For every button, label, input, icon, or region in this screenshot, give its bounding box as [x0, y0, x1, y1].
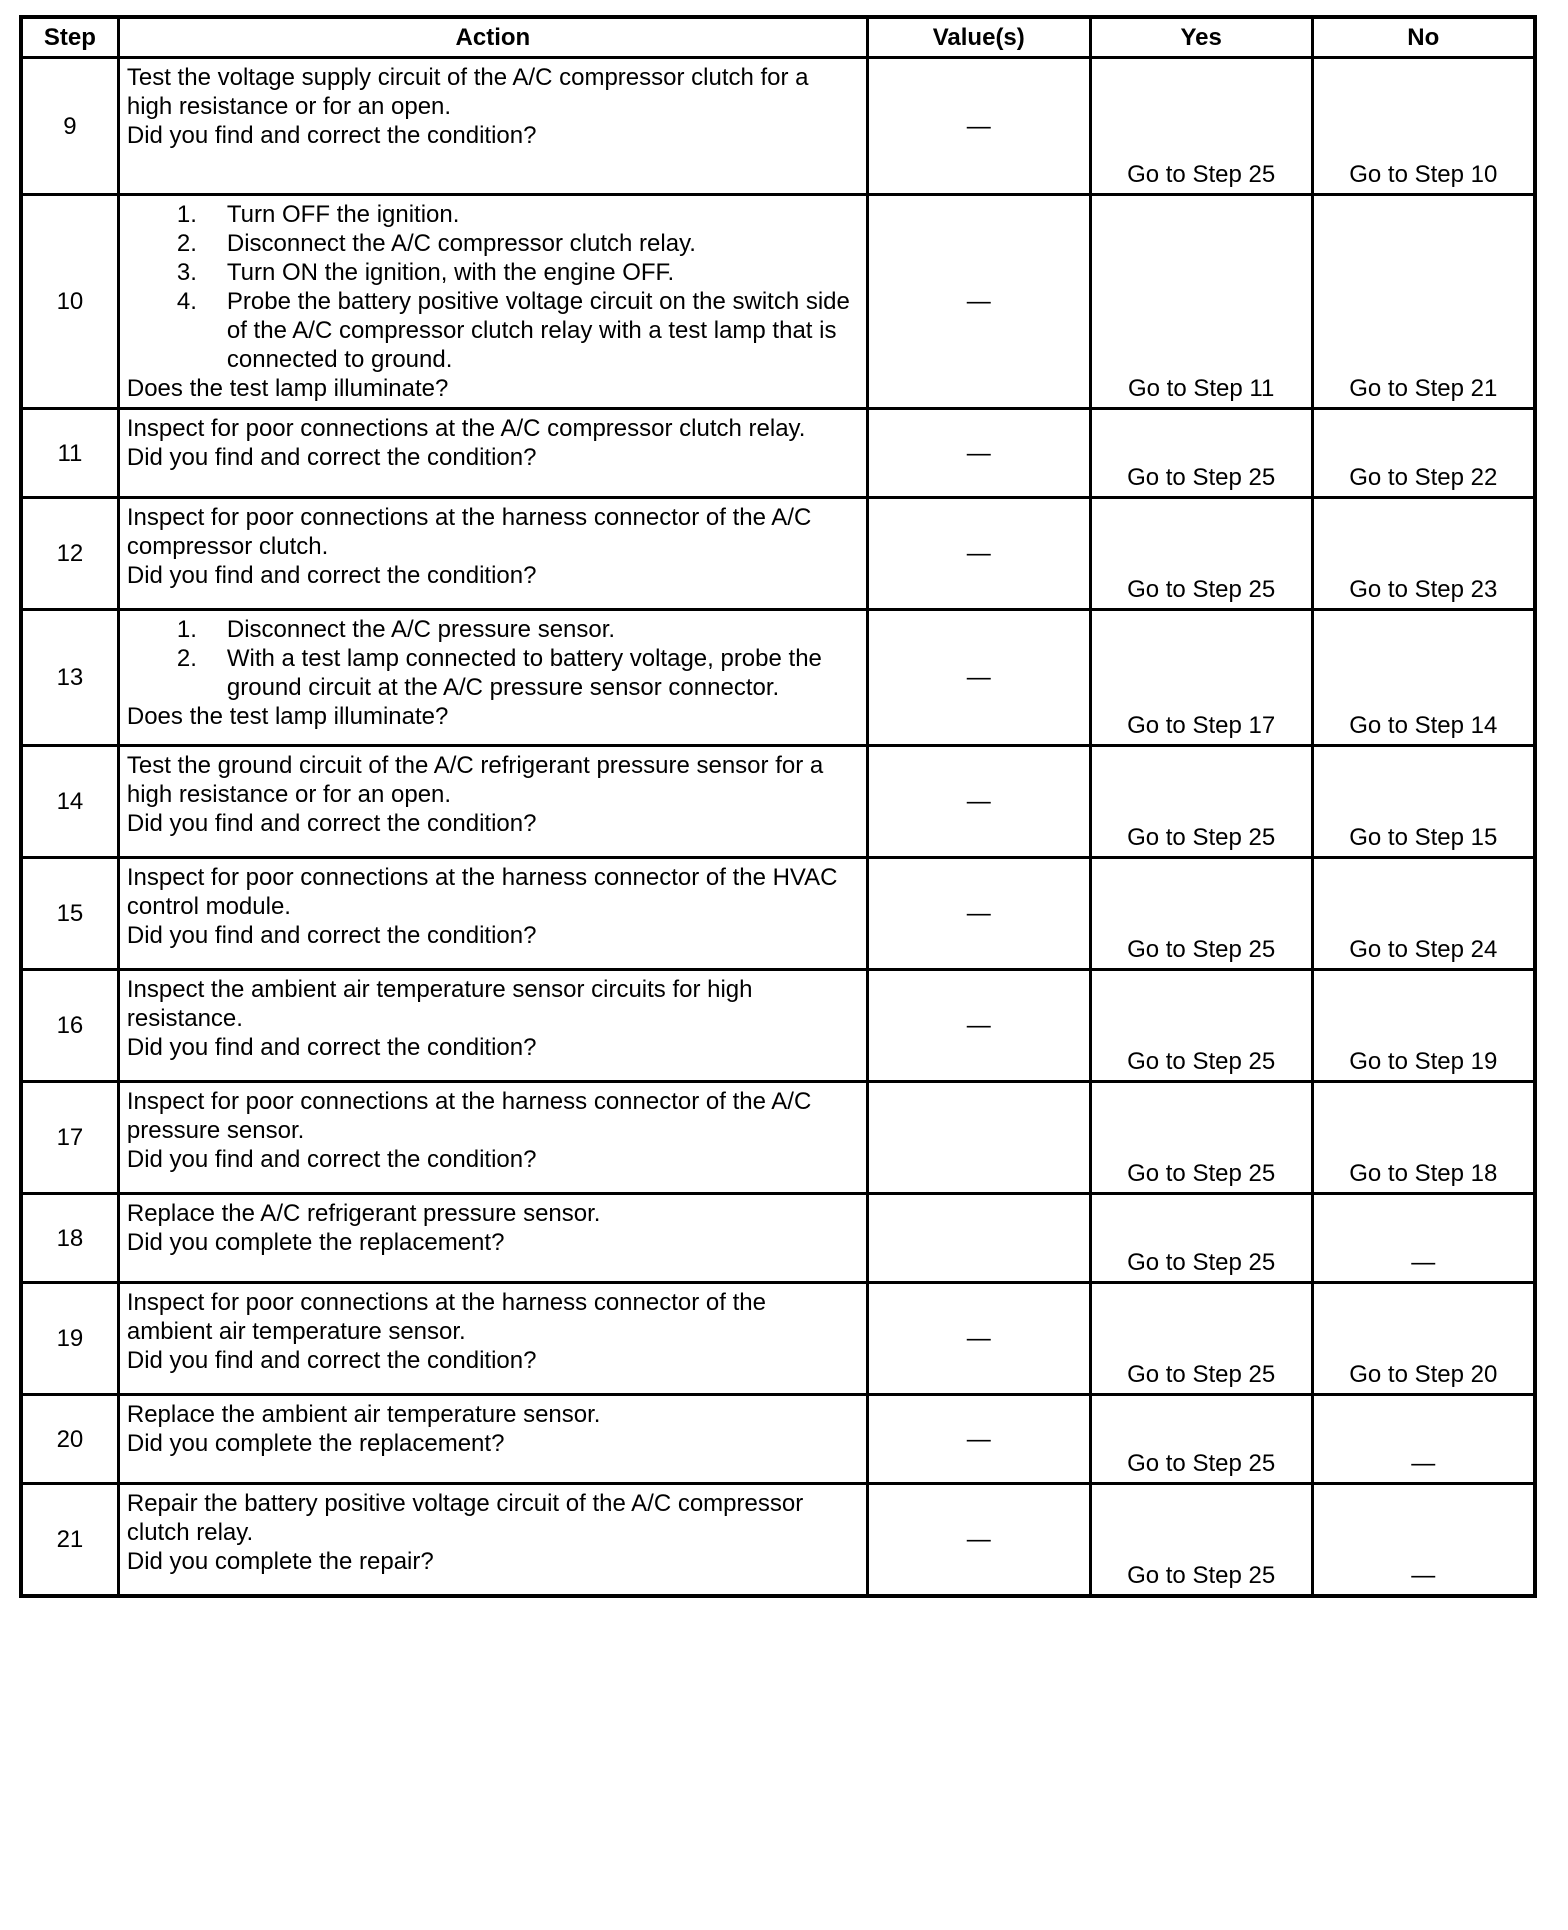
value-cell: — [867, 610, 1090, 746]
header-action: Action [118, 17, 867, 58]
step-number: 9 [21, 58, 118, 195]
diagnostic-table [19, 15, 1537, 1598]
procedure-list [127, 615, 856, 702]
no-cell: Go to Step 24 [1312, 858, 1535, 970]
action-text: Inspect for poor connections at the A/C compressor clutch relay. [126, 415, 806, 442]
header-step: Step [21, 17, 118, 58]
step-number: 14 [21, 746, 118, 858]
action-question: Did you find and correct the condition? [126, 122, 537, 149]
yes-cell: Go to Step 25 [1090, 970, 1312, 1082]
action-cell [118, 498, 867, 610]
no-cell: Go to Step 14 [1312, 610, 1535, 746]
action-question: Did you find and correct the condition? [126, 444, 537, 471]
header-yes: Yes [1090, 17, 1312, 58]
list-text: Turn OFF the ignition. [226, 201, 460, 228]
table-row [21, 970, 1535, 1082]
no-cell: Go to Step 21 [1312, 195, 1535, 409]
list-item [127, 229, 856, 258]
action-question: Does the test lamp illuminate? [126, 703, 449, 730]
yes-cell: Go to Step 25 [1090, 1484, 1312, 1596]
action-text: Test the ground circuit of the A/C refrigerant pressure sensor for a high resistance or for an open. [126, 752, 824, 808]
list-item [127, 615, 856, 644]
action-question: Did you find and correct the condition? [126, 922, 537, 949]
action-question: Did you complete the replacement? [126, 1430, 505, 1457]
step-number: 20 [21, 1395, 118, 1484]
step-number: 17 [21, 1082, 118, 1194]
action-cell [118, 1082, 867, 1194]
value-cell [867, 1194, 1090, 1283]
action-cell [118, 58, 867, 195]
value-cell [867, 1082, 1090, 1194]
list-item [127, 287, 856, 374]
table-row [21, 1395, 1535, 1484]
action-cell [118, 1395, 867, 1484]
yes-cell: Go to Step 25 [1090, 746, 1312, 858]
action-text: Replace the ambient air temperature sensor. [126, 1401, 601, 1428]
list-number: 1. [176, 616, 197, 643]
step-number: 19 [21, 1283, 118, 1395]
no-cell: Go to Step 15 [1312, 746, 1535, 858]
no-cell: — [1312, 1395, 1535, 1484]
action-cell [118, 746, 867, 858]
no-cell: Go to Step 22 [1312, 409, 1535, 498]
value-cell: — [867, 1484, 1090, 1596]
yes-cell: Go to Step 25 [1090, 409, 1312, 498]
action-cell [118, 195, 867, 409]
header-values: Value(s) [867, 17, 1090, 58]
value-cell: — [867, 1283, 1090, 1395]
action-cell [118, 1194, 867, 1283]
table-row [21, 1283, 1535, 1395]
table-row [21, 409, 1535, 498]
step-number: 12 [21, 498, 118, 610]
no-cell: Go to Step 19 [1312, 970, 1535, 1082]
step-number: 11 [21, 409, 118, 498]
list-text: Disconnect the A/C pressure sensor. [226, 616, 616, 643]
table-row [21, 746, 1535, 858]
list-number: 1. [176, 201, 197, 228]
yes-cell: Go to Step 17 [1090, 610, 1312, 746]
no-cell: Go to Step 10 [1312, 58, 1535, 195]
step-number: 16 [21, 970, 118, 1082]
action-text: Inspect for poor connections at the harness connector of the A/C pressure sensor. [126, 1088, 812, 1144]
yes-cell: Go to Step 25 [1090, 1283, 1312, 1395]
table-row [21, 195, 1535, 409]
action-cell [118, 858, 867, 970]
list-number: 2. [176, 645, 197, 672]
list-text: Turn ON the ignition, with the engine OFF. [226, 259, 675, 286]
step-number: 21 [21, 1484, 118, 1596]
action-question: Did you complete the replacement? [126, 1229, 505, 1256]
value-cell: — [867, 58, 1090, 195]
value-cell: — [867, 858, 1090, 970]
action-question: Did you find and correct the condition? [126, 562, 537, 589]
action-text: Inspect for poor connections at the harness connector of the A/C compressor clutch. [126, 504, 812, 560]
table-row [21, 610, 1535, 746]
value-cell: — [867, 970, 1090, 1082]
table-row [21, 58, 1535, 195]
list-item [127, 258, 856, 287]
step-number: 18 [21, 1194, 118, 1283]
action-text: Repair the battery positive voltage circuit of the A/C compressor clutch relay. [126, 1490, 804, 1546]
yes-cell: Go to Step 11 [1090, 195, 1312, 409]
header-no: No [1312, 17, 1535, 58]
list-text: Disconnect the A/C compressor clutch relay. [226, 230, 696, 257]
value-cell: — [867, 409, 1090, 498]
list-number: 4. [176, 288, 197, 315]
value-cell: — [867, 195, 1090, 409]
action-text: Inspect for poor connections at the harness connector of the ambient air temperature sensor. [126, 1289, 766, 1345]
list-number: 2. [176, 230, 197, 257]
list-item [127, 200, 856, 229]
list-text: With a test lamp connected to battery voltage, probe the ground circuit at the A/C pressure sensor connector. [226, 645, 822, 701]
step-number: 13 [21, 610, 118, 746]
action-cell [118, 409, 867, 498]
action-cell [118, 1283, 867, 1395]
step-number: 15 [21, 858, 118, 970]
yes-cell: Go to Step 25 [1090, 498, 1312, 610]
no-cell: — [1312, 1484, 1535, 1596]
no-cell: Go to Step 20 [1312, 1283, 1535, 1395]
yes-cell: Go to Step 25 [1090, 1395, 1312, 1484]
value-cell: — [867, 498, 1090, 610]
action-text: Inspect the ambient air temperature sensor circuits for high resistance. [126, 976, 753, 1032]
action-text: Test the voltage supply circuit of the A/C compressor clutch for a high resistance or for an open. [126, 64, 809, 120]
yes-cell: Go to Step 25 [1090, 1082, 1312, 1194]
no-cell: Go to Step 23 [1312, 498, 1535, 610]
action-cell [118, 610, 867, 746]
table-row [21, 858, 1535, 970]
action-question: Did you find and correct the condition? [126, 1146, 537, 1173]
action-question: Did you complete the repair? [126, 1548, 434, 1575]
action-question: Did you find and correct the condition? [126, 810, 537, 837]
list-item [127, 644, 856, 702]
yes-cell: Go to Step 25 [1090, 58, 1312, 195]
action-question: Did you find and correct the condition? [126, 1347, 537, 1374]
action-question: Did you find and correct the condition? [126, 1034, 537, 1061]
no-cell: Go to Step 18 [1312, 1082, 1535, 1194]
no-cell: — [1312, 1194, 1535, 1283]
header-row [21, 17, 1535, 58]
yes-cell: Go to Step 25 [1090, 858, 1312, 970]
action-text: Inspect for poor connections at the harness connector of the HVAC control module. [126, 864, 838, 920]
table-row [21, 498, 1535, 610]
action-cell [118, 1484, 867, 1596]
action-question: Does the test lamp illuminate? [126, 375, 449, 402]
list-text: Probe the battery positive voltage circuit on the switch side of the A/C compressor clutch relay with a test lamp that is connected to ground. [226, 288, 850, 373]
action-text: Replace the A/C refrigerant pressure sensor. [126, 1200, 601, 1227]
yes-cell: Go to Step 25 [1090, 1194, 1312, 1283]
table-row [21, 1194, 1535, 1283]
procedure-list [127, 200, 856, 374]
step-number: 10 [21, 195, 118, 409]
table-row [21, 1484, 1535, 1596]
table-row [21, 1082, 1535, 1194]
value-cell: — [867, 1395, 1090, 1484]
list-number: 3. [176, 259, 197, 286]
action-cell [118, 970, 867, 1082]
value-cell: — [867, 746, 1090, 858]
